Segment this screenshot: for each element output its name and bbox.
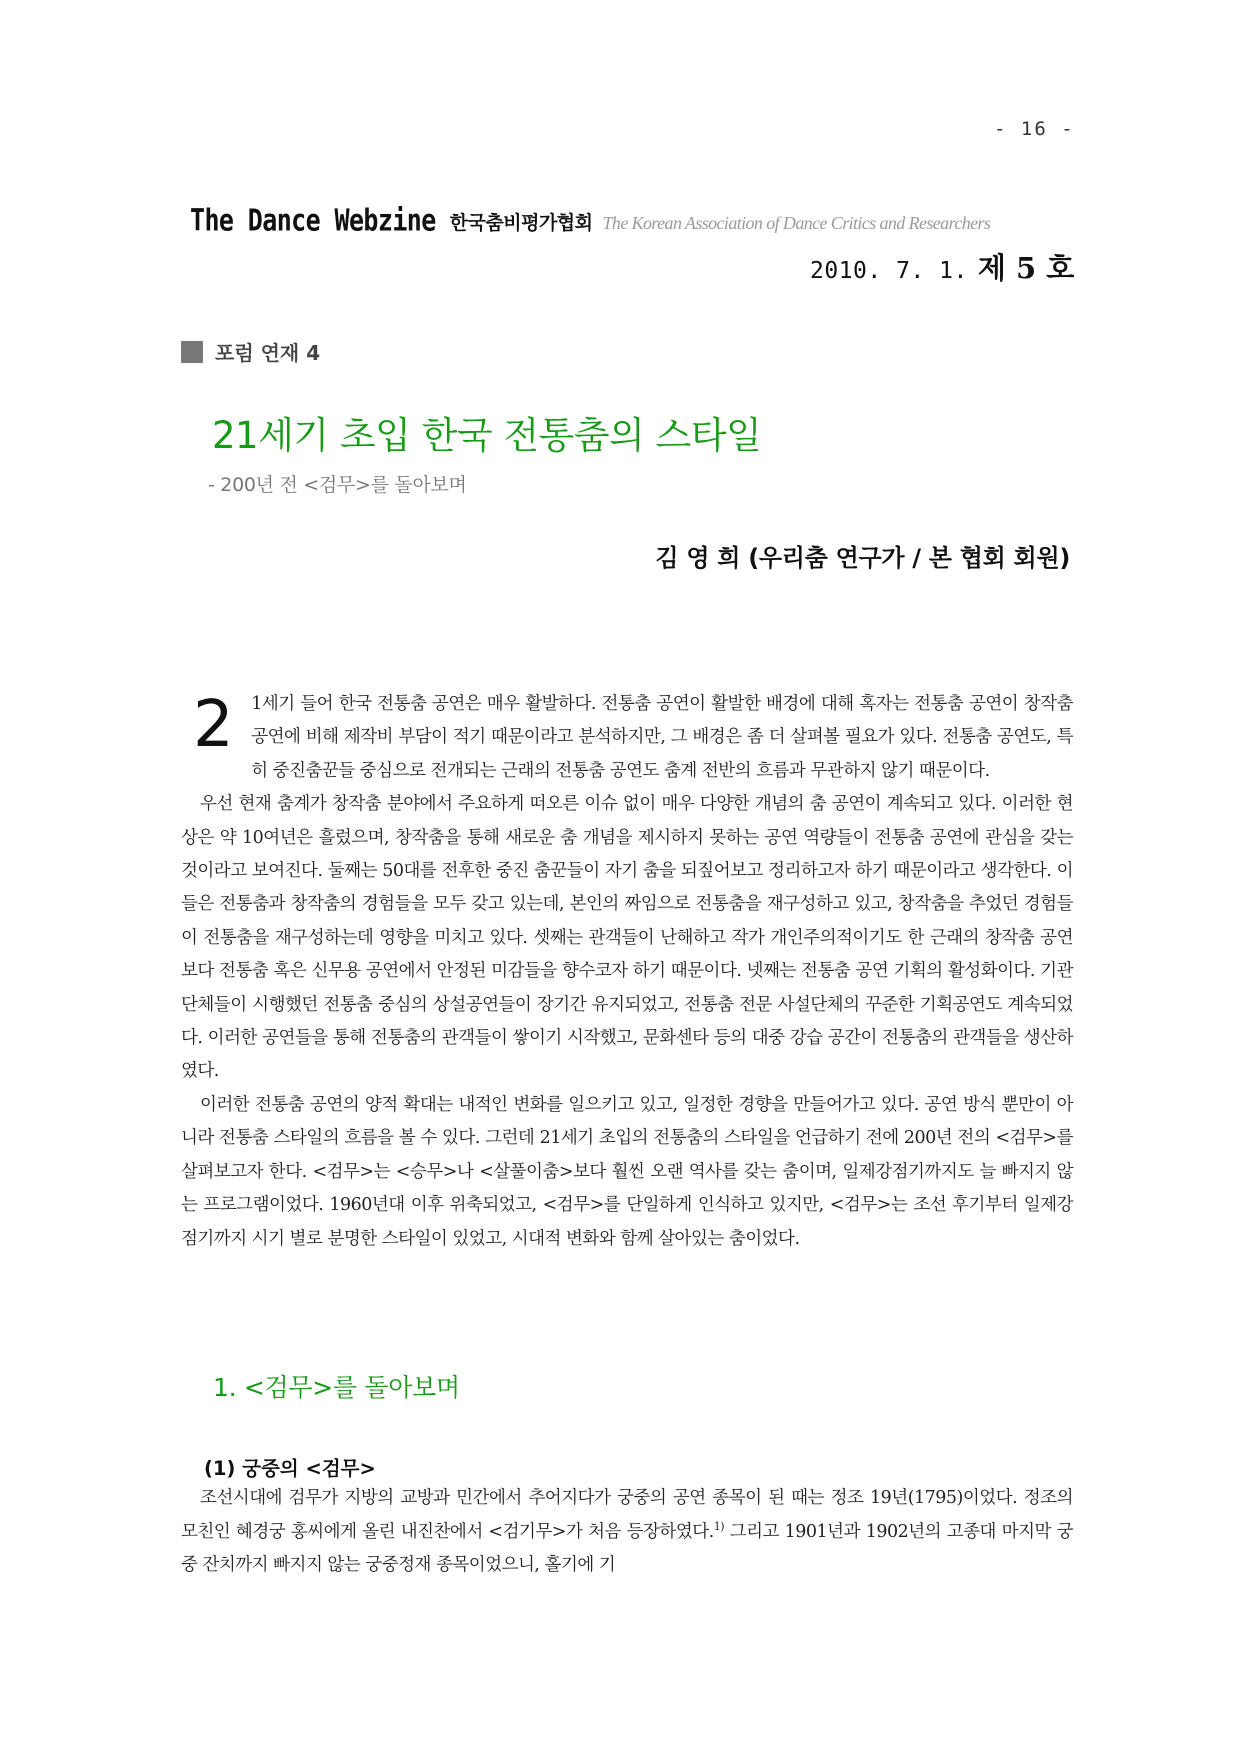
- section-paragraph: [181, 1482, 1073, 1583]
- subsection-heading: (1) 궁중의 <검무>: [204, 1457, 376, 1480]
- section-paragraph-text: 조선시대에 검무가 지방의 교방과 민간에서 추어지다가 궁중의 공연 종목이 된 때는 정조 19년(1795)이었다. 정조의 모친인 혜경궁 홍씨에게 올린 내진찬에서 <검기무>가 처음 등장하였다.: [181, 1488, 1073, 1542]
- article-title: 21세기 초입 한국 전통춤의 스타일: [212, 414, 762, 457]
- issue-line: [810, 246, 1075, 287]
- association-name-korean: 한국춤비평가협회: [449, 212, 593, 234]
- webzine-name: The Dance Webzine: [190, 206, 436, 238]
- paragraph-1: [181, 688, 1073, 788]
- section-body: [181, 1482, 1073, 1583]
- paragraph-3: 이러한 전통춤 공연의 양적 확대는 내적인 변화를 일으키고 있고, 일정한 경향을 만들어가고 있다. 공연 방식 뿐만이 아니라 전통춤 스타일의 흐름을 볼 수 있다. 그런데 21세기 초입의 전통춤의 스타일을 언급하기 전에 200년 전의 <검무>를 살펴보고자 한다. <검무>는 <승무>나 <살풀이춤>보다 훨씬 오랜 역사를 갖는 춤이며, 일제강점기까지도 늘 빠지지 않는 프로그램이었다. 1960년대 이후 위축되었고, <검무>를 단일하게 인식하고 있지만, <검무>는 조선 후기부터 일제강점기까지 시기 별로 분명한 스타일이 있었고, 시대적 변화와 함께 살아있는 춤이었다.: [181, 1094, 1073, 1249]
- paragraph-1-text: 1세기 들어 한국 전통춤 공연은 매우 활발하다. 전통춤 공연이 활발한 배경에 대해 혹자는 전통춤 공연이 창작춤 공연에 비해 제작비 부담이 적기 때문이라고 분석하지만, 그 배경은 좀 더 살펴볼 필요가 있다. 전통춤 공연도, 특히 중진춤꾼들 중심으로 전개되는 근래의 전통춤 공연도 춤계 전반의 흐름과 무관하지 않기 때문이다.: [251, 694, 1073, 781]
- article-subtitle: - 200년 전 <검무>를 돌아보며: [208, 474, 467, 496]
- series-label-text: 포럼 연재 4: [215, 341, 321, 365]
- association-name-english: The Korean Association of Dance Critics and Researchers: [602, 213, 991, 233]
- section-heading: 1. <검무>를 돌아보며: [213, 1373, 460, 1402]
- article-body: [181, 688, 1073, 1256]
- footnote-reference[interactable]: 1): [713, 1519, 724, 1533]
- section-paragraph-continued: 그리고 1901년과 1902년의 고종대 마지막 궁중 잔치까지 빠지지 않는 궁중정재 종목이었으니, 홀기에 기: [181, 1521, 1073, 1576]
- drop-cap: 2: [193, 688, 234, 762]
- article-author: 김 영 희 (우리춤 연구가 / 본 협회 회원): [655, 544, 1070, 572]
- paragraph-2: 우선 현재 춤계가 창작춤 분야에서 주요하게 떠오른 이슈 없이 매우 다양한 개념의 춤 공연이 계속되고 있다. 이러한 현상은 약 10여년은 흘렀으며, 창작춤을 통해 새로운 춤 개념을 제시하지 못하는 공연 역량들이 전통춤 공연에 관심을 갖는 것이라고 보여진다. 둘째는 50대를 전후한 중진 춤꾼들이 자기 춤을 되짚어보고 정리하고자 하기 때문이라고 생각한다. 이들은 전통춤과 창작춤의 경험들을 모두 갖고 있는데, 본인의 짜임으로 전통춤을 재구성하고 있고, 창작춤을 추었던 경험들이 전통춤을 재구성하는데 영향을 미치고 있다. 셋째는 관객들이 난해하고 작가 개인주의적이기도 한 근래의 창작춤 공연보다 전통춤 혹은 신무용 공연에서 안정된 미감들을 향수코자 하기 때문이다. 넷째는 전통춤 공연 기획의 활성화이다. 기관 단체들이 시행했던 전통춤 중심의 상설공연들이 장기간 유지되었고, 전통춤 전문 사설단체의 꾸준한 기획공연도 계속되었다. 이러한 공연들을 통해 전통춤의 관객들이 쌓이기 시작했고, 문화센타 등의 대중 강습 공간이 전통춤의 관객들을 생산하였다.: [181, 794, 1073, 1082]
- page-number: - 16 -: [994, 118, 1075, 140]
- masthead: [190, 206, 1070, 246]
- square-bullet-icon: [181, 341, 203, 363]
- issue-number: 제 5 호: [977, 251, 1075, 285]
- issue-date: 2010. 7. 1.: [810, 258, 968, 284]
- series-label: [181, 337, 320, 366]
